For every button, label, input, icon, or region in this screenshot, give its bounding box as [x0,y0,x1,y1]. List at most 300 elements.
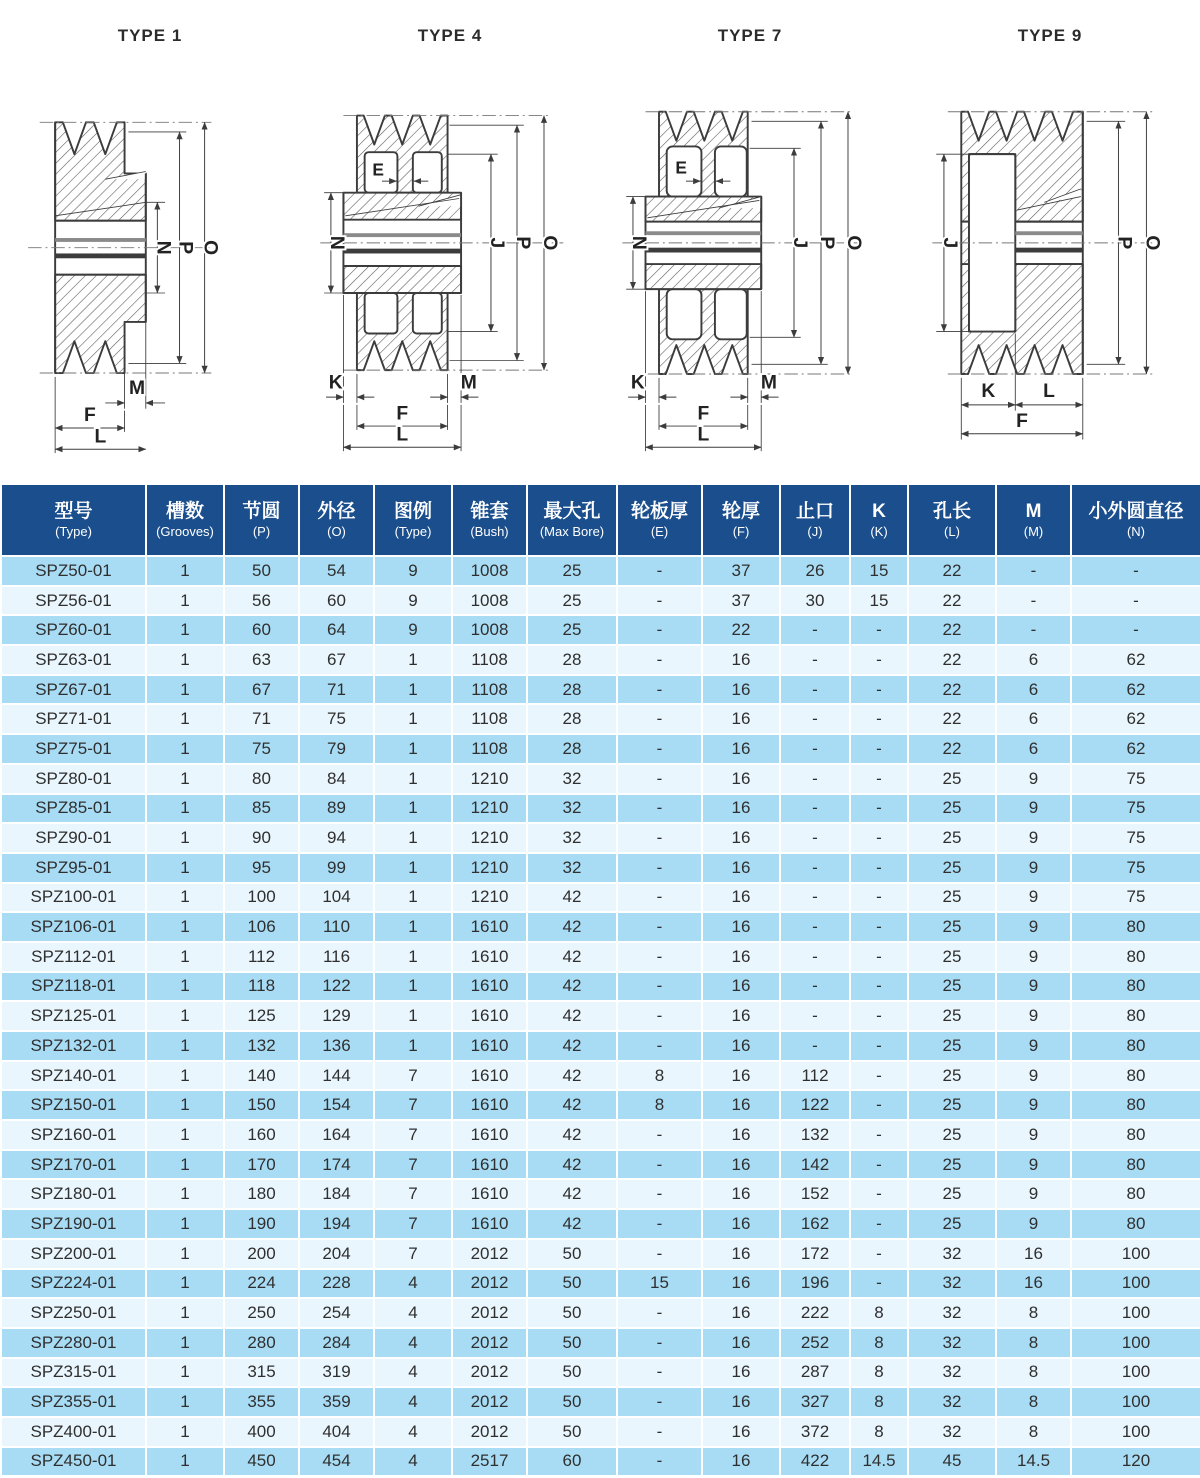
cell: 422 [780,1447,850,1477]
cell: 4 [374,1298,452,1328]
cell: 1 [374,912,452,942]
cell: - [780,823,850,853]
cell: 75 [224,734,299,764]
cell: 7 [374,1239,452,1269]
cell: 7 [374,1179,452,1209]
cell: 1 [374,704,452,734]
cell: 9 [996,972,1071,1002]
cell: 4 [374,1328,452,1358]
cell: 4 [374,1387,452,1417]
table-row [1,1269,1200,1299]
cell: - [617,1120,702,1150]
cell: 32 [908,1328,996,1358]
table-row [1,1358,1200,1388]
cell: 9 [996,942,1071,972]
cell: 1 [374,1031,452,1061]
cell: 42 [527,912,617,942]
cell: 80 [1071,1001,1200,1031]
cell: 22 [908,704,996,734]
cell: 116 [299,942,374,972]
cell: 1 [146,704,224,734]
cell: 1210 [452,764,527,794]
cell: 1 [374,794,452,824]
table-row [1,1387,1200,1417]
cell: 94 [299,823,374,853]
cell: 32 [908,1239,996,1269]
cell: 22 [908,675,996,705]
cell: 7 [374,1209,452,1239]
cell: - [617,794,702,824]
cell: 9 [374,556,452,586]
cell: - [780,972,850,1002]
cell: 1 [146,883,224,913]
col-header-5: 锥套 (Bush) [452,484,527,556]
cell: - [850,1239,908,1269]
cell: - [850,972,908,1002]
col-header-6: 最大孔 (Max Bore) [527,484,617,556]
table-row [1,1090,1200,1120]
cell: 8 [850,1387,908,1417]
cell: 1 [146,1328,224,1358]
cell: - [1071,586,1200,616]
cell-model: SPZ112-01 [1,942,146,972]
cell: 1 [146,1269,224,1299]
cell: 100 [1071,1239,1200,1269]
cell: 327 [780,1387,850,1417]
diagram-type-9 [900,0,1200,483]
cell: 1108 [452,675,527,705]
dim-label-o: O [843,235,865,251]
col-header-8: 轮厚 (F) [702,484,780,556]
cell: 106 [224,912,299,942]
cell: - [850,1120,908,1150]
cell: - [850,912,908,942]
cell-model: SPZ118-01 [1,972,146,1002]
cell: 25 [908,942,996,972]
cell: - [996,615,1071,645]
cell: 1 [146,972,224,1002]
cell: 63 [224,645,299,675]
cell: - [617,853,702,883]
dim-label-f: F [697,403,710,425]
cell-model: SPZ75-01 [1,734,146,764]
cell: 100 [1071,1328,1200,1358]
cell: 1 [146,1209,224,1239]
cell: 1 [146,942,224,972]
cell-model: SPZ132-01 [1,1031,146,1061]
cell: 9 [996,764,1071,794]
cell: 16 [702,1179,780,1209]
cell: - [850,942,908,972]
cell: 25 [908,1061,996,1091]
cell: 16 [702,1447,780,1477]
cell: 50 [527,1387,617,1417]
dim-label-j: J [938,237,960,249]
dim-label-l: L [1043,381,1055,403]
cell: 22 [702,615,780,645]
cell: 100 [1071,1387,1200,1417]
cell-model: SPZ71-01 [1,704,146,734]
cell: - [617,1150,702,1180]
col-header-11: 孔长 (L) [908,484,996,556]
table-row [1,1239,1200,1269]
dim-label-e: E [675,157,688,178]
cell: 8 [850,1298,908,1328]
dim-label-k: K [328,372,343,394]
cell-model: SPZ125-01 [1,1001,146,1031]
cell: 16 [702,883,780,913]
cell: 1 [374,1001,452,1031]
cell: 60 [527,1447,617,1477]
cell: 144 [299,1061,374,1091]
cell: 1 [374,764,452,794]
cell: - [780,645,850,675]
dim-label-f: F [1016,411,1028,433]
cell: 140 [224,1061,299,1091]
cell: 1 [146,1090,224,1120]
cell: 9 [996,1090,1071,1120]
cell: 1610 [452,1179,527,1209]
cell: 9 [996,883,1071,913]
cell: 9 [374,586,452,616]
cell: 16 [702,1387,780,1417]
cell-model: SPZ280-01 [1,1328,146,1358]
cell: 1 [146,734,224,764]
cell: 1 [374,853,452,883]
cell: 56 [224,586,299,616]
cell: 1 [146,1031,224,1061]
cell: 85 [224,794,299,824]
pulley-diagrams [0,0,1200,483]
cell: 25 [908,794,996,824]
spec-table [0,483,1200,1477]
cell: 6 [996,675,1071,705]
cell: 42 [527,1120,617,1150]
cell: 164 [299,1120,374,1150]
cell: 1 [146,794,224,824]
cell: 25 [908,972,996,1002]
cell: 9 [996,853,1071,883]
cell: 50 [527,1328,617,1358]
cell: - [780,883,850,913]
cell: 42 [527,1209,617,1239]
cell: 1 [374,675,452,705]
cell: - [617,586,702,616]
cell: 25 [908,1209,996,1239]
cell: 7 [374,1090,452,1120]
cell: 71 [299,675,374,705]
cell: 80 [1071,912,1200,942]
cell-model: SPZ56-01 [1,586,146,616]
cell: 6 [996,645,1071,675]
cell: 16 [702,1239,780,1269]
dim-label-p: P [174,241,196,255]
cell: 50 [527,1298,617,1328]
cell-model: SPZ180-01 [1,1179,146,1209]
cell: - [617,1298,702,1328]
cell: 122 [780,1090,850,1120]
cell: 142 [780,1150,850,1180]
cell: 99 [299,853,374,883]
cell: - [850,764,908,794]
cell: 122 [299,972,374,1002]
cell: - [850,1001,908,1031]
cell: - [617,1179,702,1209]
cell: 180 [224,1179,299,1209]
cell: 75 [299,704,374,734]
cell: 132 [780,1120,850,1150]
cell: 1 [146,556,224,586]
cell: 160 [224,1120,299,1150]
cell: 100 [1071,1269,1200,1299]
cell: 100 [1071,1298,1200,1328]
cell: 22 [908,615,996,645]
cell: 1 [146,912,224,942]
cell-model: SPZ190-01 [1,1209,146,1239]
table-row [1,972,1200,1002]
dim-label-p: P [816,236,838,250]
cell: 190 [224,1209,299,1239]
cell: 80 [1071,1209,1200,1239]
table-row [1,883,1200,913]
cell: 79 [299,734,374,764]
cell: 28 [527,645,617,675]
cell-model: SPZ450-01 [1,1447,146,1477]
cell: - [850,1090,908,1120]
cell: 64 [299,615,374,645]
cell: 75 [1071,883,1200,913]
table-row [1,1209,1200,1239]
cell: 16 [702,1358,780,1388]
cell: 50 [224,556,299,586]
cell: 16 [702,1209,780,1239]
cell: 1 [374,972,452,1002]
table-row [1,912,1200,942]
cell: 16 [702,942,780,972]
cell: 132 [224,1031,299,1061]
cell: 1 [146,1239,224,1269]
cell: - [850,675,908,705]
cell: 9 [996,823,1071,853]
cell: 8 [996,1298,1071,1328]
table-row [1,1328,1200,1358]
cell: - [780,675,850,705]
cell: 32 [908,1298,996,1328]
cell: 15 [850,586,908,616]
cell: 89 [299,794,374,824]
cell: 16 [702,1298,780,1328]
cell: 16 [702,1328,780,1358]
cell: 26 [780,556,850,586]
dim-label-m: M [129,378,146,400]
cell-model: SPZ63-01 [1,645,146,675]
cell: - [850,1031,908,1061]
cell: 4 [374,1417,452,1447]
cell: - [850,1179,908,1209]
cell: 170 [224,1150,299,1180]
cell: 16 [702,972,780,1002]
cell: 37 [702,556,780,586]
table-row [1,823,1200,853]
cell: 1 [374,734,452,764]
cell-model: SPZ85-01 [1,794,146,824]
cell: 100 [224,883,299,913]
cell: 25 [908,1150,996,1180]
cell: 42 [527,883,617,913]
cell: - [617,645,702,675]
cell: 118 [224,972,299,1002]
cell: 16 [702,853,780,883]
cell: 100 [1071,1417,1200,1447]
table-row [1,1061,1200,1091]
cell: 16 [702,764,780,794]
col-header-0: 型号 (Type) [1,484,146,556]
cell: 32 [908,1358,996,1388]
cell: - [780,1001,850,1031]
cell: 2012 [452,1358,527,1388]
table-row [1,794,1200,824]
table-row [1,645,1200,675]
table-row [1,1417,1200,1447]
cell: 90 [224,823,299,853]
cell: 1 [146,586,224,616]
cell: - [850,823,908,853]
cell: 1610 [452,1120,527,1150]
cell-model: SPZ400-01 [1,1417,146,1447]
cell-model: SPZ200-01 [1,1239,146,1269]
cell: 16 [702,1001,780,1031]
cell: 42 [527,942,617,972]
cell: 80 [1071,942,1200,972]
cell: 184 [299,1179,374,1209]
cell: - [850,734,908,764]
cell: 194 [299,1209,374,1239]
cell: 1008 [452,615,527,645]
cell: 1 [374,823,452,853]
cell: 54 [299,556,374,586]
dim-label-o: O [199,240,221,256]
cell: 284 [299,1328,374,1358]
cell: 37 [702,586,780,616]
cell: 1610 [452,1150,527,1180]
cell: 60 [224,615,299,645]
cell: 60 [299,586,374,616]
cell: 150 [224,1090,299,1120]
cell-model: SPZ160-01 [1,1120,146,1150]
cell: 80 [1071,1061,1200,1091]
cell: 25 [908,1120,996,1150]
dim-label-k: K [631,372,646,394]
cell: - [850,883,908,913]
cell: 22 [908,645,996,675]
cell: - [617,704,702,734]
cell: 15 [850,556,908,586]
table-row [1,1031,1200,1061]
cell: 16 [702,645,780,675]
cell: 62 [1071,675,1200,705]
cell: - [617,1209,702,1239]
diagram-title: TYPE 1 [117,26,183,45]
cell: 1610 [452,1209,527,1239]
cell: 9 [996,1179,1071,1209]
col-header-12: M (M) [996,484,1071,556]
cell: - [617,1239,702,1269]
dim-label-l: L [697,424,710,446]
cell: 2012 [452,1417,527,1447]
cell: - [617,883,702,913]
cell: 16 [702,675,780,705]
cell: 1210 [452,883,527,913]
cell: 75 [1071,823,1200,853]
cell: 1 [146,1061,224,1091]
dim-label-m: M [460,372,477,394]
cell: 80 [1071,972,1200,1002]
dim-label-n: N [152,240,174,255]
cell: 8 [850,1417,908,1447]
cell: 42 [527,1150,617,1180]
cell: 32 [527,764,617,794]
cell: 1108 [452,645,527,675]
cell: - [617,1031,702,1061]
cell: 112 [780,1061,850,1091]
cell: 80 [1071,1150,1200,1180]
cell: 25 [908,912,996,942]
cell: 32 [527,823,617,853]
cell: 1 [146,1447,224,1477]
cell: - [996,556,1071,586]
table-row [1,556,1200,586]
cell: - [850,1061,908,1091]
cell: 372 [780,1417,850,1447]
cell: 9 [996,912,1071,942]
cell: 196 [780,1269,850,1299]
cell: 25 [908,1090,996,1120]
cell: 2012 [452,1328,527,1358]
cell: 8 [617,1090,702,1120]
cell: 104 [299,883,374,913]
cell-model: SPZ150-01 [1,1090,146,1120]
cell: - [617,734,702,764]
cell: 112 [224,942,299,972]
cell: 22 [908,734,996,764]
cell: 400 [224,1417,299,1447]
cell: - [850,1269,908,1299]
cell: 1 [374,645,452,675]
cell: 80 [1071,1031,1200,1061]
cell: 25 [908,823,996,853]
cell: 75 [1071,764,1200,794]
cell: 50 [527,1358,617,1388]
cell: - [617,615,702,645]
col-header-4: 图例 (Type) [374,484,452,556]
cell: 42 [527,1179,617,1209]
cell: 2012 [452,1269,527,1299]
diagram-type-1 [0,0,300,483]
cell-model: SPZ90-01 [1,823,146,853]
cell: 9 [996,1001,1071,1031]
cell: 2012 [452,1298,527,1328]
cell: - [780,1031,850,1061]
cell: - [850,1209,908,1239]
cell: - [617,1328,702,1358]
cell: 1 [374,942,452,972]
cell: 14.5 [850,1447,908,1477]
diagram-type-7 [600,0,900,483]
cell: 8 [996,1328,1071,1358]
cell: 2012 [452,1387,527,1417]
cell: - [850,794,908,824]
cell: 250 [224,1298,299,1328]
